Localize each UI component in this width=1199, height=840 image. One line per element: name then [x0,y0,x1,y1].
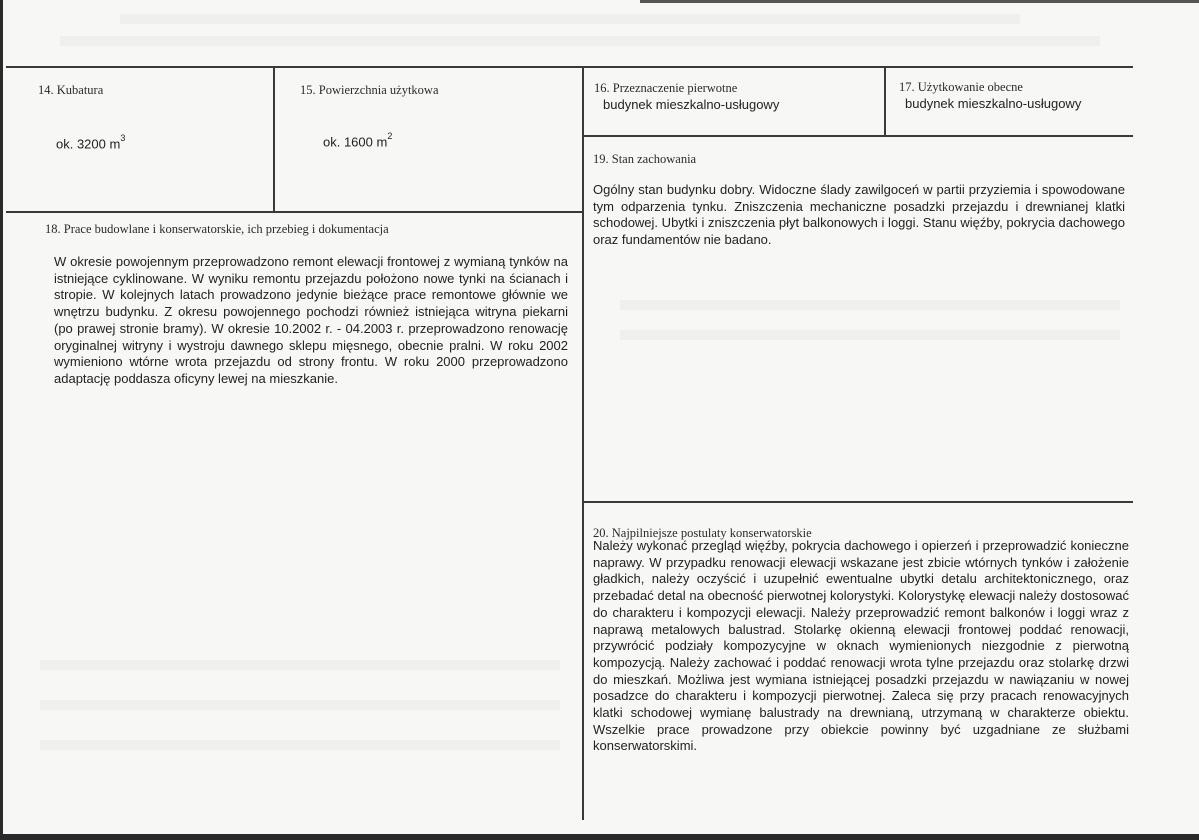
prace-label: 18. Prace budowlane i konserwatorskie, ich przebieg i dokumentacja [45,222,389,236]
divider-16-17 [884,66,886,136]
kubatura-number: ok. 3200 m [56,136,121,152]
divider-14-15 [273,66,275,211]
bleed-through-text [40,700,560,710]
powierzchnia-label: 15. Powierzchnia użytkowa [300,83,439,97]
square-superscript: 2 [387,131,393,141]
table-rule-top [6,66,1133,68]
powierzchnia-value [323,133,392,149]
stan-label: 19. Stan zachowania [593,152,697,166]
bleed-through-text [40,660,560,670]
stan-text: Ogólny stan budynku dobry. Widoczne ślady zawilgoceń w partii przyziemia i spowodowane tym odparzenia tynku. Zniszczenia mechaniczne posadzki przejazdu i drewnianej klatki schodowej. Ubytki i zniszczenia płyt balkonowych i loggi. Stanu więźby, pokrycia dachowego oraz fundamentów nie badano. [593,182,1125,248]
rule-below-19 [583,501,1133,503]
postulaty-label: 20. Najpilniejsze postulaty konserwatorskie [593,526,812,540]
postulaty-text: Należy wykonać przegląd więźby, pokrycia dachowego i opierzeń i przeprowadzić konieczne naprawy. W przypadku renowacji elewacji wskazane jest zbicie wtórnych tynków i założenie gładkich, należy oczyścić i uzupełnić ewentualne ubytki detalu architektonicznego, oraz przebadać detal na obecność pierwotnej kolorystyki. Kolorystykę elewacji należy dostosować do charakteru i kompozycji elewacji. Należy przeprowadzić remont balkonów i loggi wraz z naprawą metalowych balustrad. Stolarkę okienną elewacji frontowej poddać renowacji, przywrócić podziały kompozycyjne w oknach wymienionych niezgodnie z pierwotną kompozycją. Należy zachować i poddać renowacji wrota tylne przejazdu oraz stolarkę drzwi do mieszkań. Możliwa jest wymiana istniejącej posadzki przejazdu w nawiązaniu w nowej posadzce do charakteru i kompozycji pierwotnej. Zaleca się przy pracach renowacyjnych klatki schodowej wymianę balustrady na drewnianą, utrzymaną w charakterze obiektu. Wszelkie prace prowadzone przy obiekcie powinny być uzgadniane ze służbami konserwatorskimi. [593,538,1129,754]
przeznaczenie-value: budynek mieszkalno-usługowy [603,97,780,112]
bleed-through-text [40,740,560,750]
bleed-through-text [60,36,1100,46]
kubatura-label: 14. Kubatura [38,83,104,97]
bleed-through-text [120,14,1020,24]
cubic-superscript: 3 [120,133,126,143]
rule-below-16-17 [583,135,1133,137]
divider-center [582,66,584,820]
powierzchnia-number: ok. 1600 m [323,134,388,150]
page-edge-left [0,0,3,840]
rule-below-14-15 [6,211,583,213]
page-edge-top [640,0,1199,3]
uzytkowanie-label: 17. Użytkowanie obecne [899,80,1023,94]
kubatura-value [56,135,125,151]
prace-text: W okresie powojennym przeprowadzono remont elewacji frontowej z wymianą tynków na istniejące cyklinowane. W wyniku remontu przejazdu położono nowe tynki na ścianach i stropie. W kolejnych latach prowadzono jedynie bieżące prace remontowe głównie we wnętrzu budynku. Z okresu powojennego pochodzi również istniejąca witryna piekarni (po prawej stronie bramy). W okresie 10.2002 r. - 04.2003 r. przeprowadzono renowację oryginalnej witryny i wystroju dawnego sklepu mięsnego, obecnie pralni. W roku 2002 wymieniono wtórne wrota przejazdu od strony frontu. W roku 2000 przeprowadzono adaptację poddasza oficyny lewej na mieszkanie. [54,254,568,386]
page-edge-bottom [0,834,1199,840]
bleed-through-text [620,300,1120,310]
przeznaczenie-label: 16. Przeznaczenie pierwotne [594,81,738,95]
bleed-through-text [620,330,1120,340]
uzytkowanie-value: budynek mieszkalno-usługowy [905,96,1082,111]
